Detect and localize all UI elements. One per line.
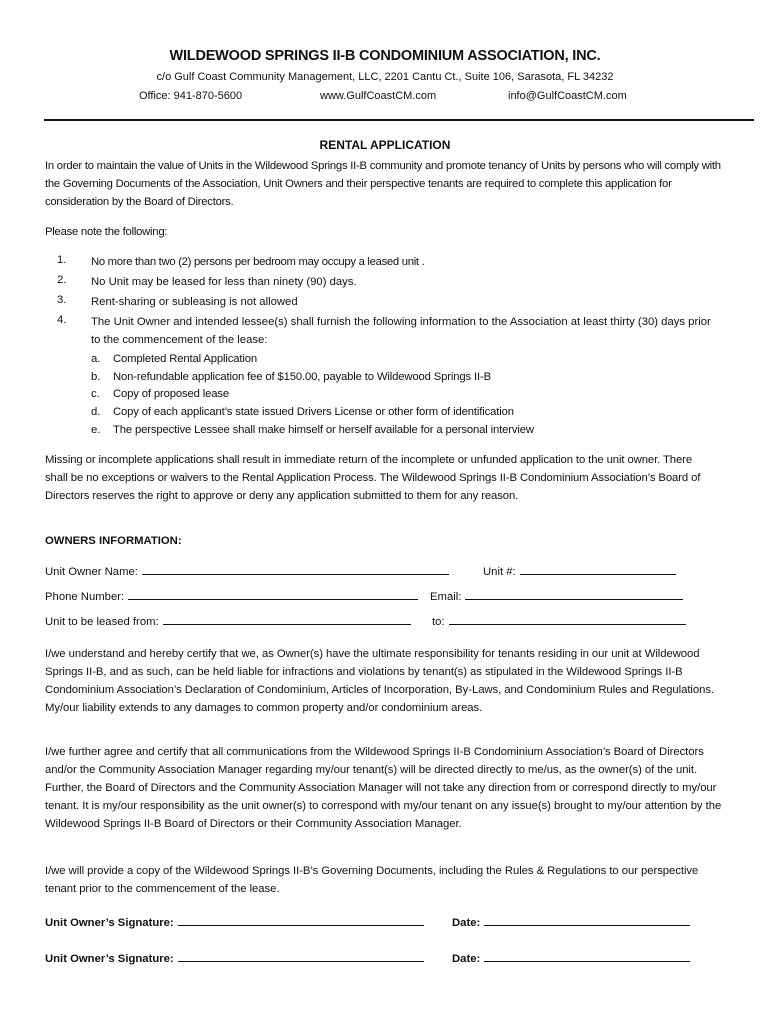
intro-paragraph: In order to maintain the value of Units in the Wildewood Springs II-B community and promote tenancy of Units by persons who will comply with the Governing Documents of the Association, Unit Owners and their perspective tenants are required to complete this application for consideration by the Board of Directors. xyxy=(45,160,721,208)
email-label: Email: xyxy=(430,591,462,603)
date-label: Date: xyxy=(452,917,481,929)
email-field[interactable] xyxy=(465,587,683,600)
leased-from-label: Unit to be leased from: xyxy=(45,616,159,628)
email-row xyxy=(430,587,683,603)
subitem-letter: b. xyxy=(91,371,101,383)
certify-liability-paragraph: I/we understand and hereby certify that we, as Owner(s) have the ultimate responsibility for tenants residing in our unit at Wildewood Springs II-B, and as such, can be held liable for infractions and violations by tenant(s) as stipulated in the Wildewood Springs II-B Condominium Association’s Declaration of Condominium, Articles of Incorporation, By-Laws, and Condominium Rules and Regulations. My/our liability extends to any damages to common property and/or condominium areas. xyxy=(45,648,715,714)
owners-info-heading: OWNERS INFORMATION: xyxy=(45,535,182,547)
unit-owner-name-row xyxy=(45,562,449,578)
lease-dates-row xyxy=(45,612,411,628)
governing-documents-paragraph: I/we will provide a copy of the Wildewood Springs II-B’s Governing Documents, including the Rules & Regulations to our perspective tenant prior to the commencement of the lease. xyxy=(45,865,699,895)
phone-row xyxy=(45,587,418,603)
leased-to-field[interactable] xyxy=(449,612,686,625)
date-field[interactable] xyxy=(484,949,690,962)
signature-field[interactable] xyxy=(178,913,424,926)
subitem-text: Copy of proposed lease xyxy=(113,388,230,400)
header-divider xyxy=(44,119,754,121)
rule-text: The Unit Owner and intended lessee(s) shall furnish the following information to the Association at least thirty (30) days prior to the commencement of the lease: xyxy=(91,316,711,346)
email-link[interactable]: info@GulfCoastCM.com xyxy=(508,90,627,102)
subitem-text: Completed Rental Application xyxy=(113,353,258,365)
date-row-2 xyxy=(452,949,690,965)
rule-text: No Unit may be leased for less than ninety (90) days. xyxy=(91,276,357,288)
certify-communications-paragraph: I/we further agree and certify that all communications from the Wildewood Springs II-B Condominium Association’s Board of Directors and/or the Community Association Manager regarding my/our tenant(s) will be directed directly to me/us, as the owner(s) of the unit. Further, the Board of Directors and the Community Association Manager will not take any direction from or correspond directly to my/our tenant. It is my/our responsibility as the unit owner(s) to correspond with my/our tenant on any issue(s) brought to my/our attention by the Wildewood Springs II-B Board of Directors or their Community Association Manager. xyxy=(45,746,722,830)
website-link[interactable]: www.GulfCoastCM.com xyxy=(320,90,437,102)
association-title: WILDEWOOD SPRINGS II-B CONDOMINIUM ASSOCIATION, INC. xyxy=(169,48,601,64)
rule-number: 1. xyxy=(57,254,67,266)
lease-to-row xyxy=(432,612,686,628)
date-field[interactable] xyxy=(484,913,690,926)
rule-text: No more than two (2) persons per bedroom may occupy a leased unit . xyxy=(91,256,425,268)
date-label: Date: xyxy=(452,953,481,965)
rule-number: 4. xyxy=(57,314,67,326)
subitem-letter: d. xyxy=(91,406,101,418)
signature-field[interactable] xyxy=(178,949,424,962)
rule-text: Rent-sharing or subleasing is not allowed xyxy=(91,296,298,308)
signature-label: Unit Owner’s Signature: xyxy=(45,917,174,929)
subitem-letter: a. xyxy=(91,353,101,365)
note-label: Please note the following: xyxy=(45,226,168,238)
unit-number-field[interactable] xyxy=(520,562,676,575)
association-address: c/o Gulf Coast Community Management, LLC, 2201 Cantu Ct., Suite 106, Sarasota, FL 34232 xyxy=(156,71,614,83)
office-phone: Office: 941-870-5600 xyxy=(139,90,243,102)
unit-number-row xyxy=(483,562,676,578)
rule-number: 3. xyxy=(57,294,67,306)
missing-applications-paragraph: Missing or incomplete applications shall result in immediate return of the incomplete or unfunded application to the unit owner. There shall be no exceptions or waivers to the Rental Application Process. The Wildewood Springs II-B Condominium Association’s Board of Directors reserves the right to approve or deny any application submitted to them for any reason. xyxy=(45,454,701,502)
leased-from-field[interactable] xyxy=(163,612,411,625)
signature-row-2 xyxy=(45,949,424,965)
unit-owner-name-field[interactable] xyxy=(142,562,449,575)
phone-field[interactable] xyxy=(128,587,418,600)
unit-number-label: Unit #: xyxy=(483,566,516,578)
leased-to-label: to: xyxy=(432,616,445,628)
signature-label: Unit Owner’s Signature: xyxy=(45,953,174,965)
unit-owner-name-label: Unit Owner Name: xyxy=(45,566,138,578)
subitem-letter: e. xyxy=(91,424,101,436)
phone-label: Phone Number: xyxy=(45,591,125,603)
subitem-text: The perspective Lessee shall make himself or herself available for a personal interview xyxy=(113,424,534,436)
subitem-letter: c. xyxy=(91,388,100,400)
subitem-text: Copy of each applicant’s state issued Drivers License or other form of identification xyxy=(113,406,514,418)
page-title: RENTAL APPLICATION xyxy=(319,138,451,152)
signature-row-1 xyxy=(45,913,424,929)
rule-number: 2. xyxy=(57,274,67,286)
date-row-1 xyxy=(452,913,690,929)
subitem-text: Non-refundable application fee of $150.00, payable to Wildewood Springs II-B xyxy=(113,371,491,383)
